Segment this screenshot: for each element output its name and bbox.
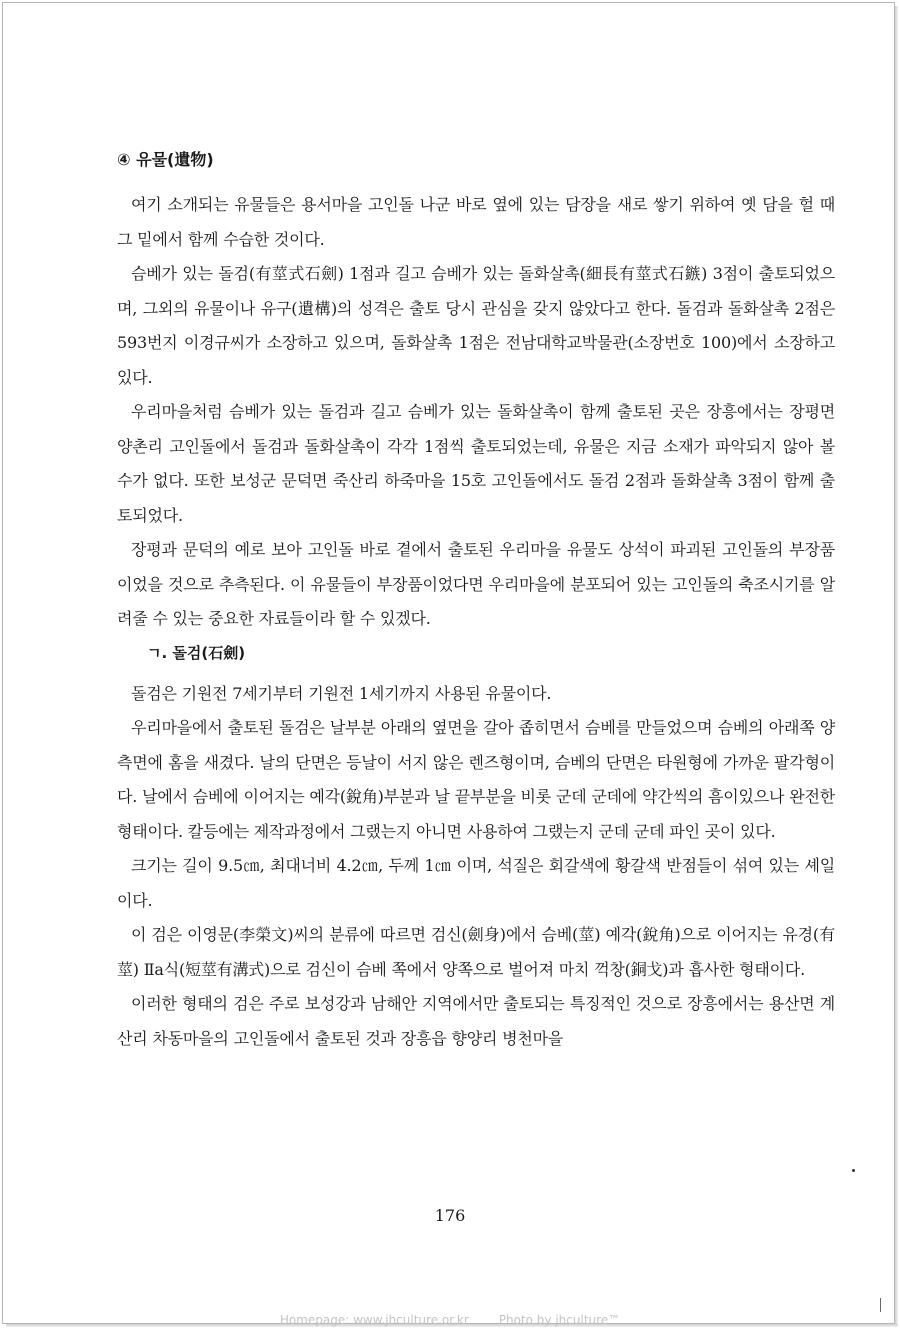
footer-credits [0, 1313, 900, 1327]
homepage-credit: Homepage: www.jhculture.or.kr [279, 1313, 469, 1327]
page-shadow-right [895, 6, 898, 1326]
photo-credit: Photo by jhculture™ [498, 1313, 621, 1327]
page-number: 176 [434, 1206, 466, 1225]
paragraph: 슴베가 있는 돌검(有莖式石劍) 1점과 길고 슴베가 있는 돌화살촉(細長有莖式石鏃) 3점이 출토되었으며, 그외의 유물이나 유구(遺構)의 성격은 출토 당시 관심을 갖지 않았다고 한다. 돌검과 돌화살촉 2점은 593번지 이경규씨가 소장하고 있으며, 돌화살촉 1점은 전남대학교박물관(소장번호 100)에서 소장하고 있다. [117, 264, 835, 387]
paragraph: 이 검은 이영문(李榮文)씨의 분류에 따르면 검신(劍身)에서 슴베(莖) 예각(銳角)으로 이어지는 유경(有莖) Ⅱa식(短莖有溝式)으로 검신이 슴베 쪽에서 양쪽으로 벌어져 마치 꺽창(銅戈)과 흡사한 형태이다. [117, 925, 835, 979]
paragraph: 여기 소개되는 유물들은 용서마을 고인돌 나군 바로 옆에 있는 담장을 새로 쌓기 위하여 옛 담을 헐 때 그 밑에서 함께 수습한 것이다. [117, 195, 835, 249]
scan-tick-mark [880, 1298, 881, 1312]
subsection-heading: ㄱ. 돌검(石劍) [147, 643, 246, 662]
paragraph: 우리마을에서 출토된 돌검은 날부분 아래의 옆면을 갈아 좁히면서 슴베를 만들었으며 슴베의 아래쪽 양측면에 홈을 새겼다. 날의 단면은 등날이 서지 않은 렌즈형이며, 슴베의 단면은 타원형에 가까운 팔각형이다. 날에서 슴베에 이어지는 예각(銳角)부분과 날 끝부분을 비롯 군데 군데에 약간씩의 흠이있으나 완전한 형태이다. 칼등에는 제작과정에서 그랬는지 아니면 사용하여 그랬는지 군데 군데 파인 곳이 있다. [117, 718, 835, 841]
document-body [117, 140, 835, 1056]
paragraph: 크기는 길이 9.5㎝, 최대너비 4.2㎝, 두께 1㎝ 이며, 석질은 회갈색에 황갈색 반점들이 섞여 있는 셰일이다. [117, 856, 835, 910]
paragraph: 장평과 문덕의 예로 보아 고인돌 바로 곁에서 출토된 우리마을 유물도 상석이 파괴된 고인돌의 부장품이었을 것으로 추측된다. 이 유물들이 부장품이었다면 우리마을에 분포되어 있는 고인돌의 축조시기를 알려줄 수 있는 중요한 자료들이라 할 수 있겠다. [117, 540, 835, 628]
paragraph: 우리마을처럼 슴베가 있는 돌검과 길고 슴베가 있는 돌화살촉이 함께 출토된 곳은 장흥에서는 장평면 양촌리 고인돌에서 돌검과 돌화살촉이 각각 1점씩 출토되었는데, 유물은 지금 소재가 파악되지 않아 볼 수가 없다. 또한 보성군 문덕면 죽산리 하죽마을 15호 고인돌에서도 돌검 2점과 돌화살촉 3점이 함께 출토되었다. [117, 402, 835, 525]
scan-speck [852, 1169, 855, 1172]
section-heading: ④ 유물(遺物) [117, 150, 214, 169]
paragraph: 이러한 형태의 검은 주로 보성강과 남해안 지역에서만 출토되는 특징적인 것으로 장흥에서는 용산면 계산리 차동마을의 고인돌에서 출토된 것과 장흥읍 향양리 병천마을 [117, 994, 835, 1048]
paragraph: 돌검은 기원전 7세기부터 기원전 1세기까지 사용된 유물이다. [131, 683, 552, 703]
